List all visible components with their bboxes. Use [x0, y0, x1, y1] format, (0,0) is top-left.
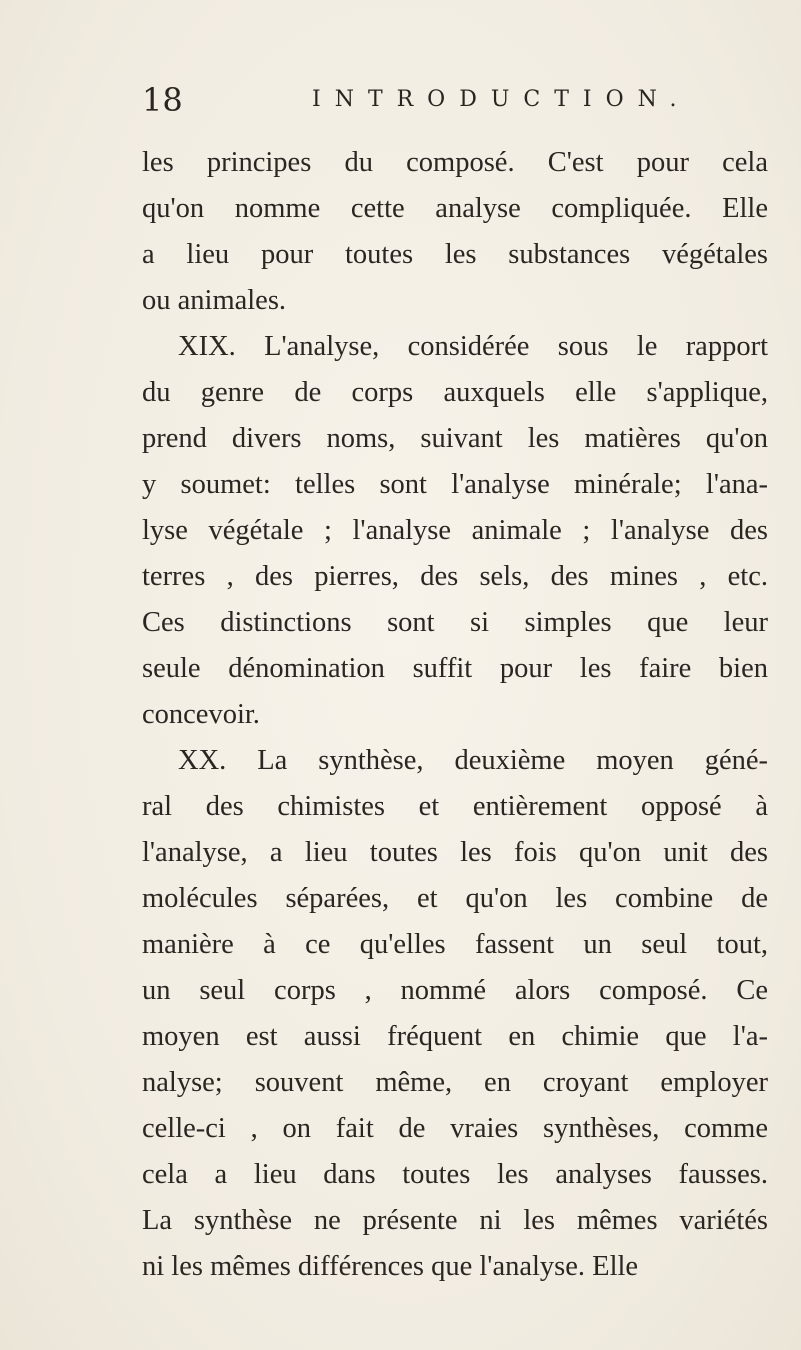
text-line: a lieu pour toutes les substances végétales	[142, 239, 768, 270]
text-line: l'analyse, a lieu toutes les fois qu'on unit des	[142, 837, 768, 868]
text-line: les principes du composé. C'est pour cela	[142, 147, 768, 178]
text-line: seule dénomination suffit pour les faire bien	[142, 653, 768, 684]
running-title: INTRODUCTION.	[312, 87, 691, 112]
text-line: Ces distinctions sont si simples que leur	[142, 607, 768, 638]
text-line: La synthèse ne présente ni les mêmes variétés	[142, 1205, 768, 1236]
body-text	[142, 140, 768, 1290]
text-line: XIX. L'analyse, considérée sous le rapport	[178, 331, 768, 362]
text-line: cela a lieu dans toutes les analyses fausses.	[142, 1159, 768, 1190]
text-line: un seul corps , nommé alors composé. Ce	[142, 975, 768, 1006]
text-line: ou animales.	[142, 285, 287, 316]
text-line: celle-ci , on fait de vraies synthèses, comme	[142, 1113, 768, 1144]
text-line: ni les mêmes différences que l'analyse. Elle	[142, 1251, 639, 1282]
text-line: prend divers noms, suivant les matières qu'on	[142, 423, 768, 454]
text-line: qu'on nomme cette analyse compliquée. Elle	[142, 193, 768, 224]
text-line: nalyse; souvent même, en croyant employer	[142, 1067, 768, 1098]
text-line: lyse végétale ; l'analyse animale ; l'analyse des	[142, 515, 768, 546]
text-line: ral des chimistes et entièrement opposé à	[142, 791, 768, 822]
page-header	[142, 80, 691, 120]
text-line: manière à ce qu'elles fassent un seul tout,	[142, 929, 768, 960]
text-line: concevoir.	[142, 699, 260, 730]
page-number: 18	[142, 81, 183, 119]
text-line: du genre de corps auxquels elle s'applique,	[142, 377, 768, 408]
text-line: molécules séparées, et qu'on les combine de	[142, 883, 768, 914]
text-line: moyen est aussi fréquent en chimie que l'a-	[142, 1021, 768, 1052]
text-line: terres , des pierres, des sels, des mines , etc.	[142, 561, 768, 592]
text-line: y soumet: telles sont l'analyse minérale; l'ana-	[142, 469, 768, 500]
text-line: XX. La synthèse, deuxième moyen géné-	[178, 745, 768, 776]
